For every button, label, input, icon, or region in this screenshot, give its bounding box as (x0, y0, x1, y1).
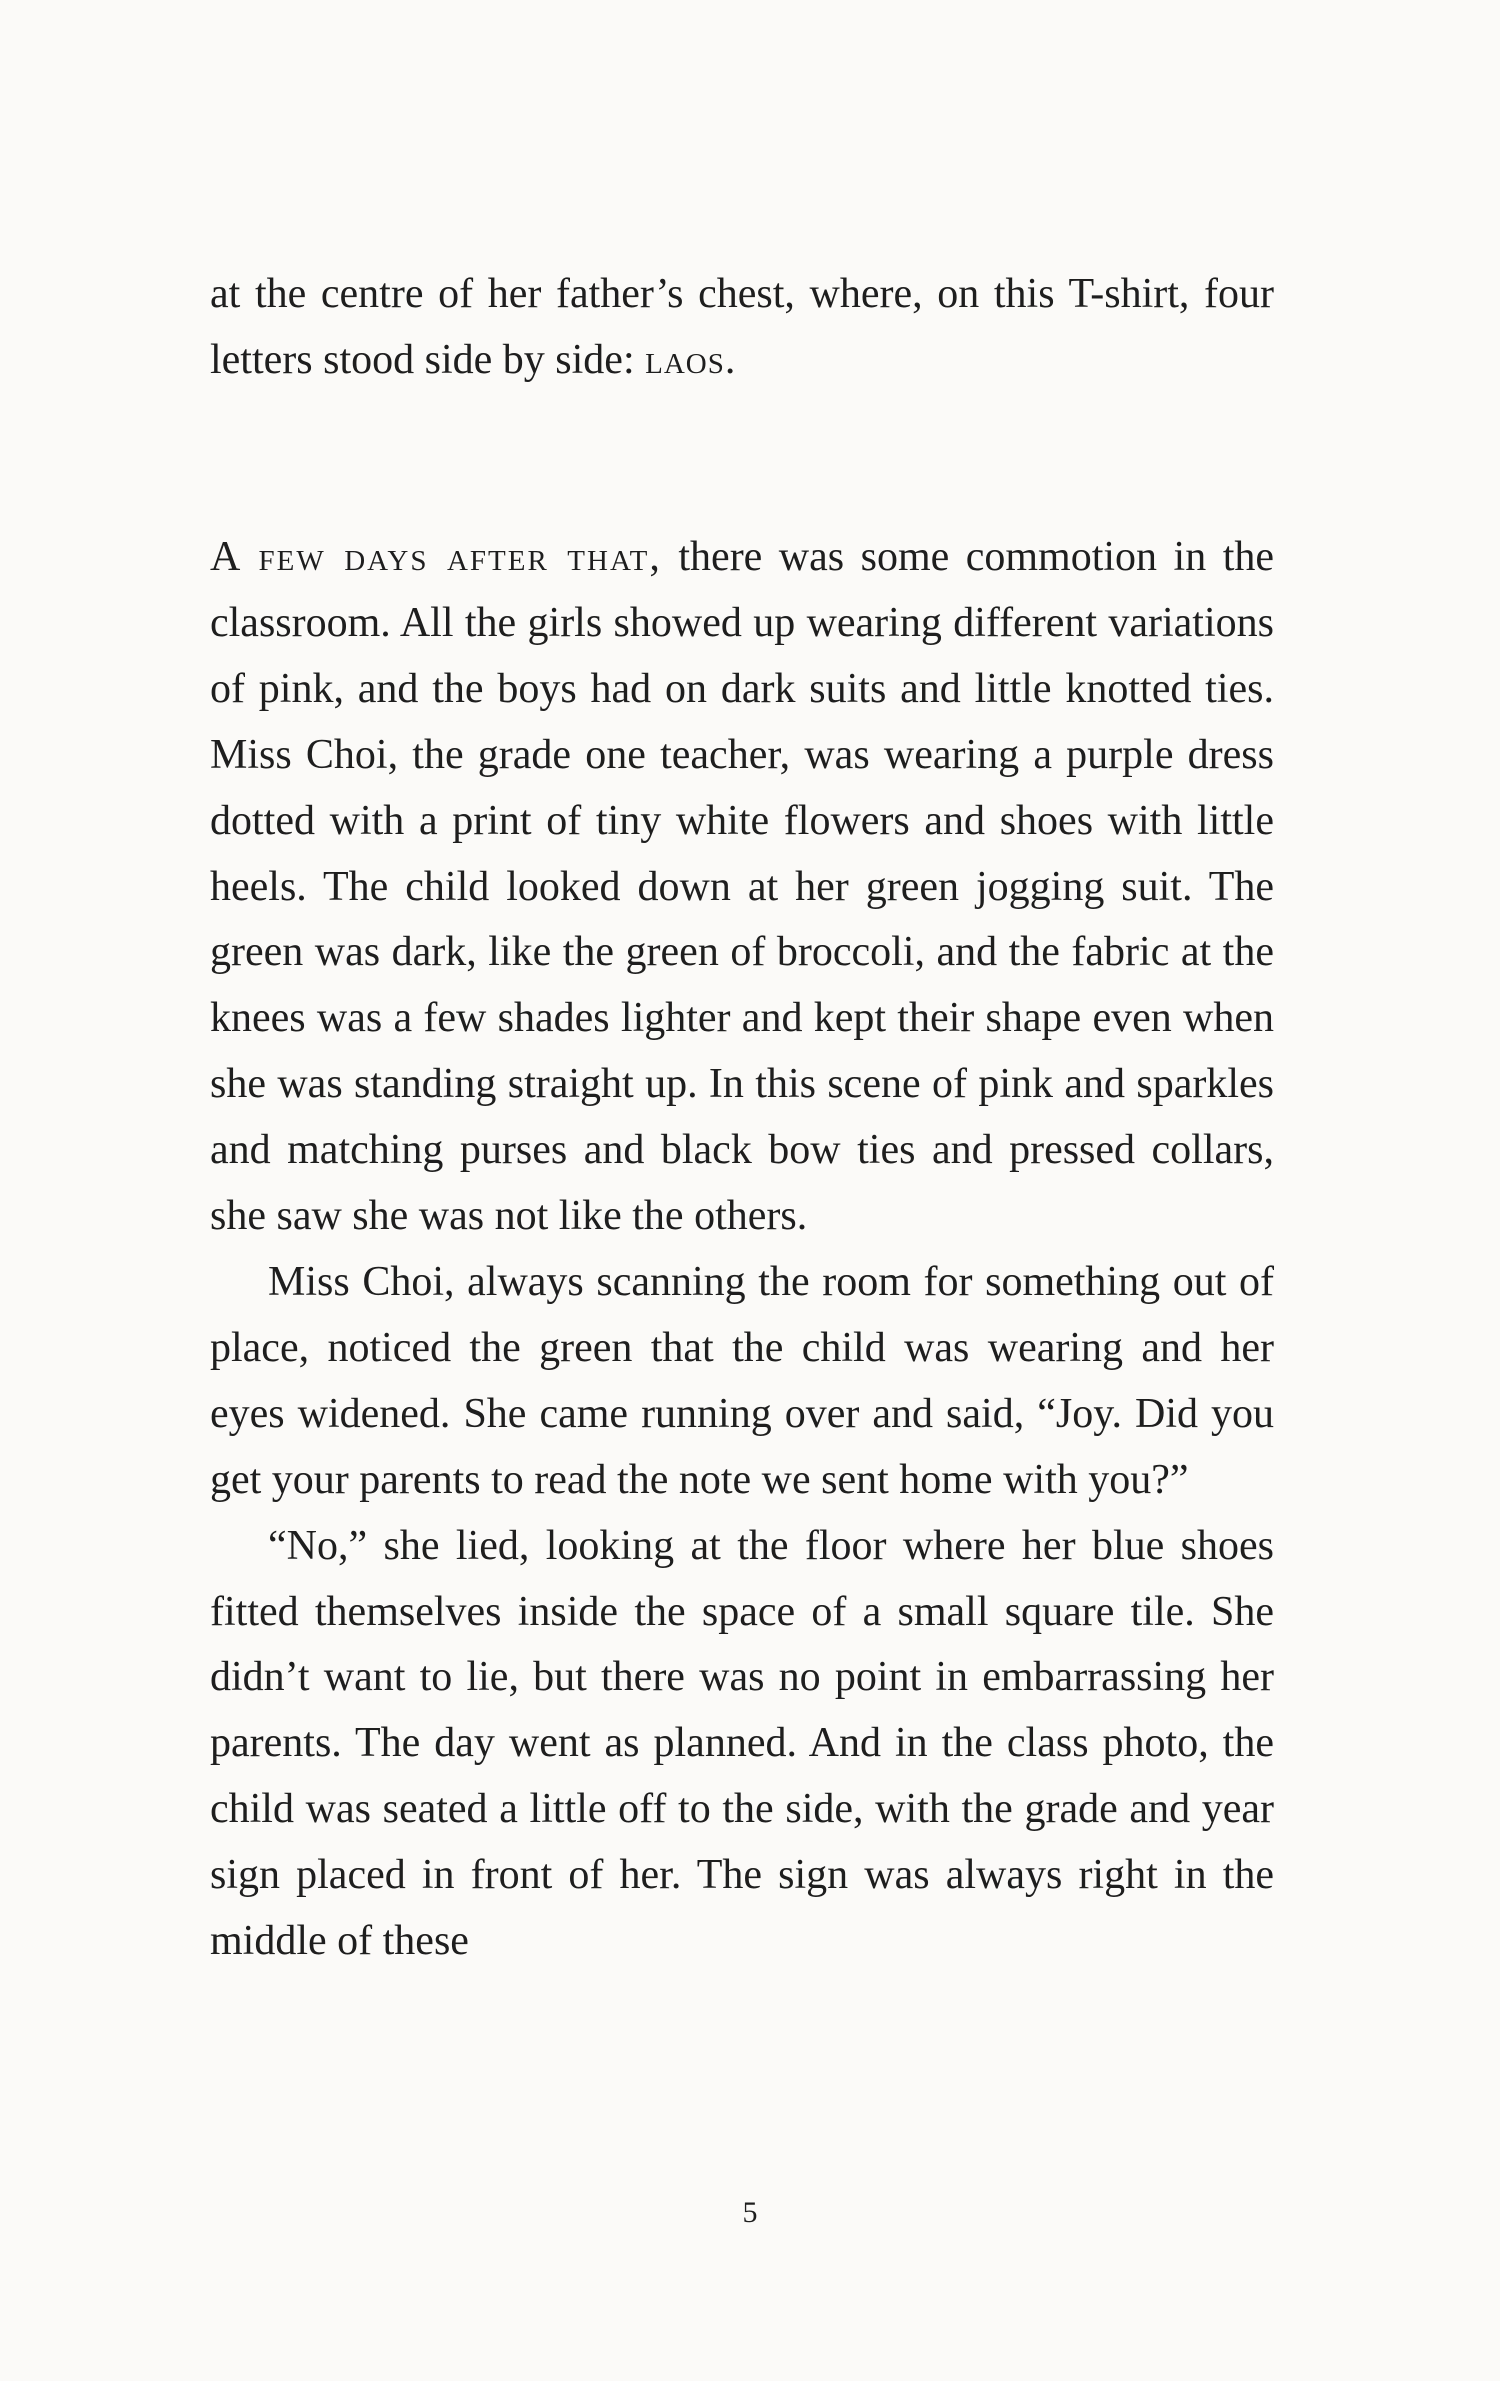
section-lead-in: A few days after that, (210, 534, 662, 580)
paragraph-top (210, 262, 1274, 394)
continued-paragraph (210, 262, 1274, 394)
paragraph-2: Miss Choi, always scanning the room for something out of place, noticed the green that the child was wearing and her eyes widened. She came running over and said, “Joy. Did you get your parents to read the note we sent home with you?” (210, 1258, 1274, 1503)
paragraph-top-end: . (724, 336, 736, 383)
paragraph-top-text: at the centre of her father’s chest, where, on this T-shirt, four letters stood side by side: (210, 271, 1274, 383)
page-number: 5 (742, 2196, 758, 2229)
shirt-word: laos (645, 336, 725, 383)
paragraph-3: “No,” she lied, looking at the floor where her blue shoes fitted themselves inside the space of a small square tile. She didn’t want to lie, but there was no point in embarrassing her parents. The day went as planned. And in the class photo, the child was seated a little off to the side, with the grade and year sign placed in front of her. The sign was always right in the middle of these (210, 1522, 1274, 1965)
section-body (210, 525, 1274, 1975)
paragraph-1 (210, 525, 1274, 1250)
paragraph-1-text: there was some commotion in the classroom. All the girls showed up wearing different variations of pink, and the boys had on dark suits and little knotted ties. Miss Choi, the grade one teacher, was wearing a purple dress dotted with a print of tiny white flowers and shoes with little heels. The child looked down at her green jogging suit. The green was dark, like the green of broccoli, and the fabric at the knees was a few shades lighter and kept their shape even when she was standing straight up. In this scene of pink and sparkles and matching purses and black bow ties and pressed collars, she saw she was not like the others. (210, 534, 1275, 1240)
